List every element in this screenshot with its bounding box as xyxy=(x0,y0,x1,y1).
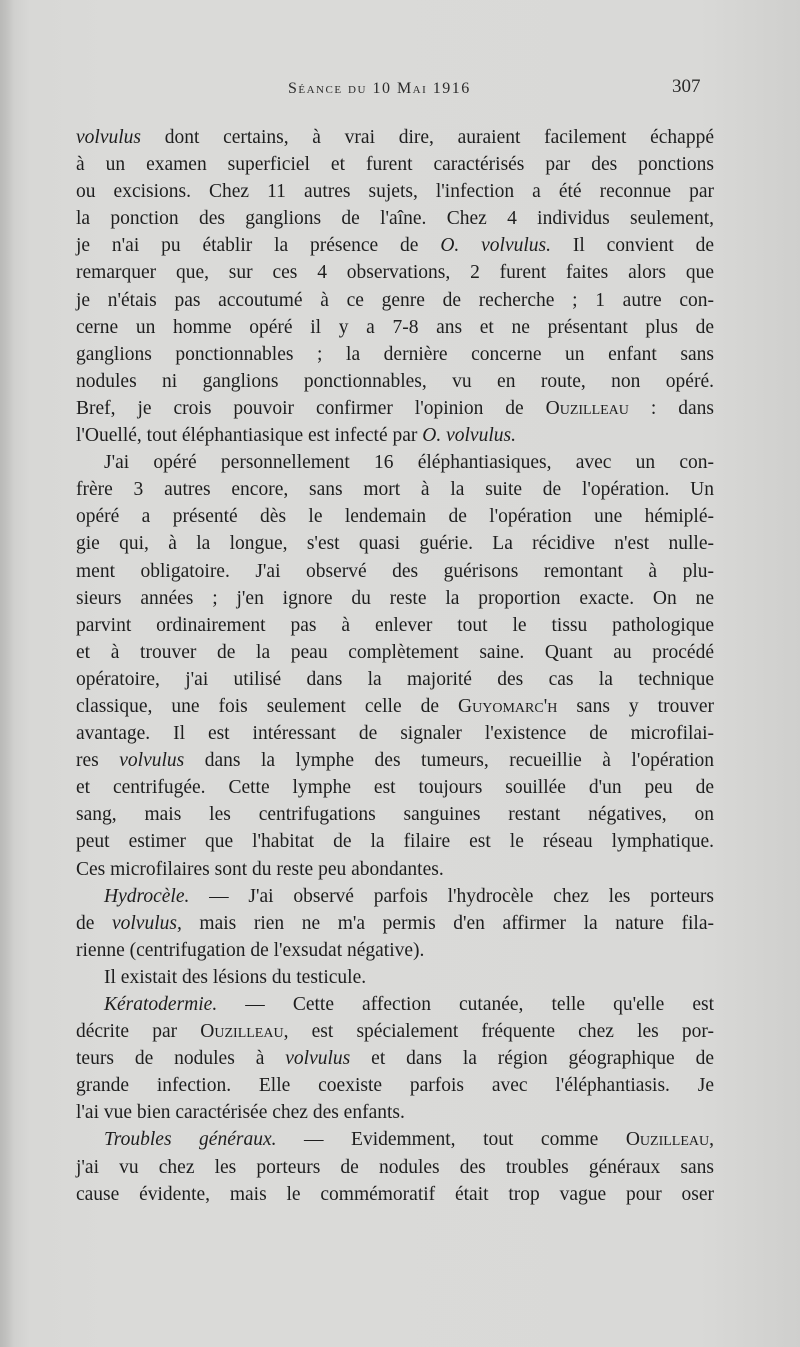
text-segment: j'ai vu chez les porteurs de nodules des troubles généraux sans xyxy=(76,1156,714,1178)
page-header xyxy=(0,76,800,106)
text-line xyxy=(76,856,714,883)
text-line xyxy=(76,639,714,666)
text-line xyxy=(76,341,714,368)
text-segment: — J'ai observé parfois l'hydrocèle chez les porteurs xyxy=(189,885,714,907)
text-line xyxy=(76,530,714,557)
text-segment: mais rien ne m'a permis d'en affirmer la nature fila- xyxy=(181,912,715,934)
text-segment: et centrifugée. Cette lymphe est toujours souillée d'un peu de xyxy=(76,777,714,799)
text-line xyxy=(76,314,714,341)
text-segment: opéré a présenté dès le lendemain de l'opération une hémiplé- xyxy=(76,506,714,528)
italic-text: volvulus, xyxy=(111,912,182,934)
page-number: 307 xyxy=(672,76,701,97)
text-line xyxy=(76,801,714,828)
text-line xyxy=(76,558,714,585)
text-segment: sieurs années ; j'en ignore du reste la proportion exacte. On ne xyxy=(76,587,714,609)
text-segment: teurs de nodules à xyxy=(76,1048,286,1070)
text-segment: Bref, je crois pouvoir confirmer l'opinion de xyxy=(76,397,546,419)
text-line xyxy=(76,910,714,937)
text-segment: grande infection. Elle coexiste parfois avec l'éléphantiasis. Je xyxy=(76,1075,714,1097)
italic-text: Hydrocèle. xyxy=(104,885,190,907)
text-line xyxy=(76,1045,714,1072)
text-segment: sang, mais les centrifugations sanguines restant négatives, on xyxy=(76,804,714,826)
text-segment: Ces microfilaires sont du reste peu abondantes. xyxy=(76,858,444,880)
text-line xyxy=(76,693,714,720)
text-line xyxy=(76,476,714,503)
text-segment: dont certains, à vrai dire, auraient facilement échappé xyxy=(140,127,714,148)
text-segment: cerne un homme opéré il y a 7-8 ans et ne présentant plus de xyxy=(76,316,714,338)
text-line xyxy=(76,1018,714,1045)
text-segment: res xyxy=(76,750,120,772)
text-line xyxy=(76,828,714,855)
text-line xyxy=(76,1126,714,1153)
text-segment: remarquer que, sur ces 4 observations, 2 furent faites alors que xyxy=(76,262,714,284)
text-segment: parvint ordinairement pas à enlever tout le tissu pathologique xyxy=(76,614,714,636)
text-segment: Il existait des lésions du testicule. xyxy=(104,966,367,988)
italic-text: volvulus xyxy=(285,1048,351,1070)
text-segment: , xyxy=(709,1129,714,1151)
text-segment: Il convient de xyxy=(550,235,714,257)
text-segment: à un examen superficiel et furent caractérisés par des ponctions xyxy=(76,154,714,176)
text-line xyxy=(76,747,714,774)
text-segment: , est spécialement fréquente chez les por- xyxy=(283,1021,714,1043)
italic-text: Kératodermie. xyxy=(104,994,218,1015)
text-segment: opératoire, j'ai utilisé dans la majorité des cas la technique xyxy=(76,668,714,690)
text-line xyxy=(76,1181,714,1208)
text-segment: décrite par xyxy=(76,1021,201,1043)
italic-text: O. volvulus. xyxy=(422,425,516,447)
text-line xyxy=(76,585,714,612)
small-caps-name: Ouzilleau xyxy=(545,397,629,419)
text-segment: nodules ni ganglions ponctionnables, vu en route, non opéré. xyxy=(76,370,714,392)
text-line xyxy=(76,937,714,964)
text-segment: frère 3 autres encore, sans mort à la suite de l'opération. Un xyxy=(76,479,714,501)
text-segment: cause évidente, mais le commémoratif était trop vague pour oser xyxy=(76,1183,714,1205)
text-line xyxy=(76,720,714,747)
text-line xyxy=(76,503,714,530)
italic-text: O. volvulus. xyxy=(440,235,551,257)
text-line xyxy=(76,151,714,178)
text-segment: et à trouver de la peau complètement saine. Quant au procédé xyxy=(76,641,714,663)
text-line xyxy=(76,449,714,476)
text-segment: la ponction des ganglions de l'aîne. Chez 4 individus seulement, xyxy=(76,208,714,230)
text-line xyxy=(76,1072,714,1099)
small-caps-name: Ouzilleau xyxy=(625,1129,710,1151)
text-line xyxy=(76,124,714,151)
running-head: Séance du 10 Mai 1916 xyxy=(288,80,471,97)
text-line xyxy=(76,422,714,449)
text-segment: je n'ai pu établir la présence de xyxy=(76,235,441,257)
text-segment: l'Ouellé, tout éléphantiasique est infecté par xyxy=(76,425,423,447)
text-segment: sans y trouver xyxy=(557,695,714,717)
text-segment: l'ai vue bien caractérisée chez des enfants. xyxy=(76,1102,405,1124)
italic-text: volvulus xyxy=(76,127,141,148)
text-line xyxy=(76,1099,714,1126)
text-line xyxy=(76,883,714,910)
text-line xyxy=(76,964,714,991)
text-line xyxy=(76,259,714,286)
italic-text: volvulus xyxy=(119,750,185,772)
text-line xyxy=(76,368,714,395)
text-segment: et dans la région géographique de xyxy=(350,1048,714,1070)
text-line xyxy=(76,395,714,422)
text-segment: ganglions ponctionnables ; la dernière concerne un enfant sans xyxy=(76,343,714,365)
text-segment: ment obligatoire. J'ai observé des guérisons remontant à plu- xyxy=(76,560,714,582)
italic-text: Troubles généraux. xyxy=(104,1129,277,1151)
text-line xyxy=(76,666,714,693)
text-line xyxy=(76,287,714,314)
text-segment: : dans xyxy=(628,397,714,419)
text-segment: ou excisions. Chez 11 autres sujets, l'infection a été reconnue par xyxy=(76,181,714,203)
text-segment: rienne (centrifugation de l'exsudat négative). xyxy=(76,939,425,961)
text-segment: J'ai opéré personnellement 16 éléphantiasiques, avec un con- xyxy=(104,452,714,474)
text-segment: de xyxy=(76,912,112,934)
text-line xyxy=(76,232,714,259)
text-line xyxy=(76,774,714,801)
text-segment: peut estimer que l'habitat de la filaire est le réseau lymphatique. xyxy=(76,831,714,853)
small-caps-name: Guyomarc'h xyxy=(458,695,558,717)
text-segment: gie qui, à la longue, s'est quasi guérie. La récidive n'est nulle- xyxy=(76,533,714,555)
text-segment: dans la lymphe des tumeurs, recueillie à l'opération xyxy=(184,750,714,772)
text-line xyxy=(76,178,714,205)
text-line xyxy=(76,1154,714,1181)
text-line xyxy=(76,991,714,1018)
text-segment: avantage. Il est intéressant de signaler l'existence de microfilai- xyxy=(76,723,714,745)
text-segment: classique, une fois seulement celle de xyxy=(76,695,459,717)
page-gutter-shadow xyxy=(0,0,14,1347)
text-segment: — Evidemment, tout comme xyxy=(276,1129,626,1151)
text-line xyxy=(76,612,714,639)
small-caps-name: Ouzilleau xyxy=(200,1021,284,1043)
text-line xyxy=(76,205,714,232)
text-segment: je n'étais pas accoutumé à ce genre de recherche ; 1 autre con- xyxy=(76,289,714,311)
text-segment: — Cette affection cutanée, telle qu'elle est xyxy=(217,994,714,1015)
body-text xyxy=(76,124,714,1208)
